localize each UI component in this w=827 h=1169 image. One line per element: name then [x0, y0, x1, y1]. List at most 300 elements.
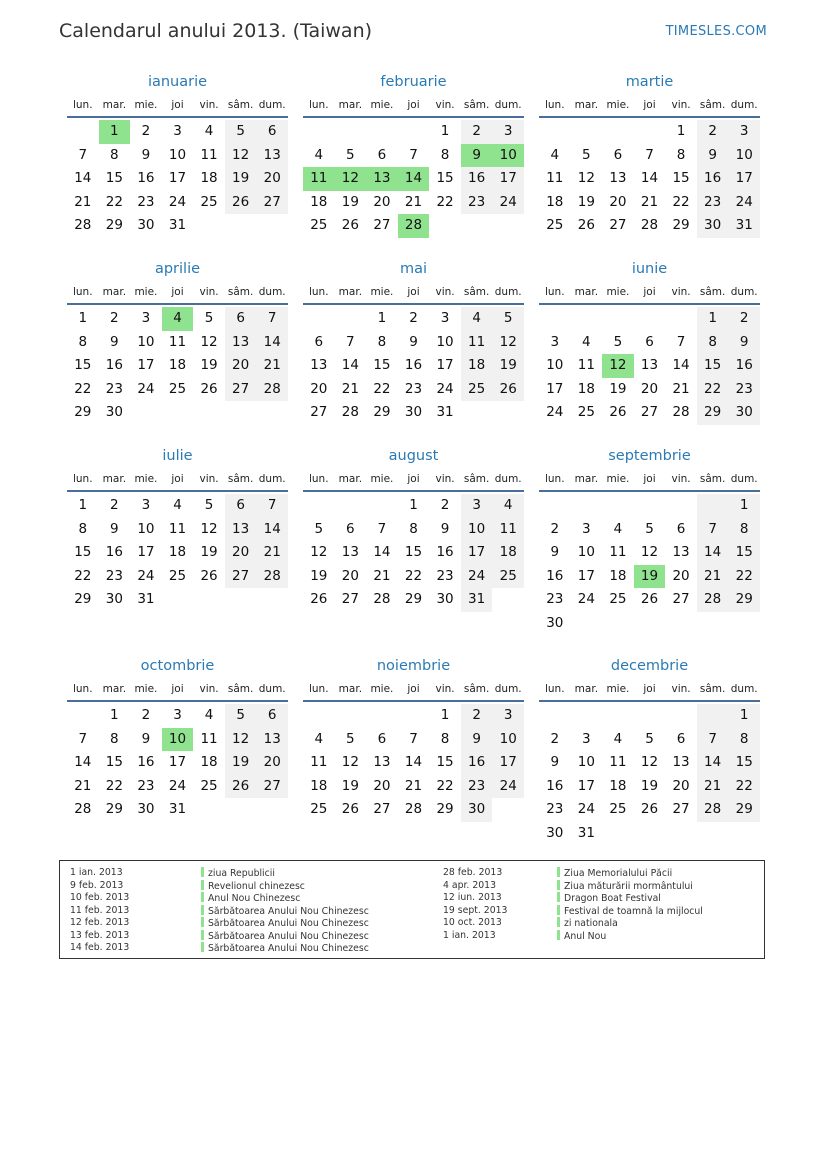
days-grid: [303, 704, 524, 822]
weekday-label: lun.: [544, 683, 565, 695]
day-cell: 6: [676, 520, 686, 537]
day-cell: 4: [173, 497, 182, 513]
days-grid: [67, 307, 288, 425]
empty-cell: [67, 704, 99, 728]
day-cell: 16: [697, 167, 729, 191]
day-cell: 20: [225, 354, 257, 378]
weekday-label: sâm.: [463, 99, 490, 111]
page-title: Calendarul anului 2013. (Taiwan): [59, 20, 373, 42]
day-cell: 22: [436, 777, 454, 794]
day-cell: 20: [341, 567, 359, 584]
day-cell: 4: [461, 307, 493, 331]
day-cell: 1: [110, 707, 119, 723]
day-cell: 6: [256, 704, 288, 728]
month-februarie: [303, 72, 524, 238]
day-cell: 30: [546, 614, 564, 631]
weekday-label: mar.: [574, 473, 599, 485]
day-cell: 9: [550, 544, 560, 561]
day-cell: 7: [256, 494, 288, 518]
day-cell: 11: [200, 730, 218, 747]
day-cell: 2: [110, 497, 119, 513]
day-cell: 26: [609, 404, 627, 421]
day-cell: 22: [404, 567, 423, 584]
weekday-label: mie.: [370, 473, 394, 485]
day-cell: 16: [137, 170, 155, 187]
day-cell: 18: [200, 170, 218, 187]
weekday-label: joi: [643, 683, 656, 695]
day-cell: 29: [728, 588, 760, 612]
month-name: februarie: [380, 74, 447, 90]
weekday-label: mar.: [338, 473, 363, 485]
empty-cell: [303, 120, 335, 144]
day-cell: 13: [341, 544, 359, 561]
day-cell: 30: [105, 404, 123, 421]
empty-cell: [571, 704, 603, 728]
day-cell: 15: [105, 754, 123, 771]
weekday-header: [539, 468, 760, 492]
day-cell: 24: [492, 191, 524, 215]
day-cell: 28: [640, 217, 659, 234]
empty-cell: [335, 120, 367, 144]
legend-holiday: [201, 905, 369, 918]
day-cell: 23: [546, 591, 564, 608]
empty-cell: [571, 120, 603, 144]
day-cell: 5: [314, 520, 324, 537]
day-cell: 3: [582, 520, 591, 537]
holiday-day-cell: 12: [602, 354, 634, 378]
weekday-label: lun.: [544, 99, 565, 111]
day-cell: 9: [409, 333, 418, 350]
day-cell: 31: [577, 824, 595, 841]
day-cell: 7: [697, 728, 729, 752]
day-cell: 9: [728, 331, 760, 355]
day-cell: 12: [225, 728, 257, 752]
day-cell: 25: [200, 777, 218, 794]
holiday-day-cell: 13: [366, 167, 398, 191]
day-cell: 13: [256, 144, 288, 168]
day-cell: 7: [697, 518, 729, 542]
day-cell: 6: [613, 146, 623, 163]
day-cell: 30: [697, 214, 729, 238]
day-cell: 29: [728, 798, 760, 822]
month-iunie: [539, 259, 760, 425]
day-cell: 31: [137, 591, 155, 608]
day-cell: 11: [546, 170, 564, 187]
day-cell: 28: [341, 404, 359, 421]
day-cell: 22: [105, 777, 123, 794]
days-grid: [67, 120, 288, 238]
legend-left-names: [201, 867, 369, 955]
day-cell: 19: [310, 567, 328, 584]
weekday-header: [539, 678, 760, 702]
day-cell: 10: [168, 146, 187, 163]
empty-cell: [335, 704, 367, 728]
weekday-label: joi: [171, 683, 184, 695]
weekday-label: dum.: [494, 286, 522, 298]
empty-cell: [335, 307, 367, 331]
weekday-label: sâm.: [463, 683, 490, 695]
day-cell: 8: [440, 146, 450, 163]
holiday-color-marker: [557, 892, 560, 902]
day-cell: 8: [728, 518, 760, 542]
day-cell: 11: [200, 146, 218, 163]
day-cell: 23: [137, 193, 155, 210]
day-cell: 13: [256, 728, 288, 752]
day-cell: 14: [74, 754, 92, 771]
day-cell: 27: [341, 591, 359, 608]
day-cell: 24: [577, 801, 595, 818]
day-cell: 4: [613, 520, 623, 537]
day-cell: 13: [310, 357, 328, 374]
legend-date: 11 feb. 2013: [70, 904, 130, 916]
empty-cell: [602, 120, 634, 144]
day-cell: 7: [409, 730, 418, 747]
day-cell: 14: [256, 518, 288, 542]
day-cell: 12: [341, 754, 359, 771]
day-cell: 6: [676, 730, 686, 747]
day-cell: 7: [78, 146, 88, 163]
day-cell: 30: [137, 217, 155, 234]
weekday-label: sâm.: [227, 473, 254, 485]
holiday-day-cell: 11: [303, 167, 335, 191]
legend-holiday-name: Sărbătoarea Anului Nou Chinezesc: [208, 918, 369, 929]
day-cell: 24: [492, 775, 524, 799]
day-cell: 24: [137, 567, 155, 584]
day-cell: 3: [141, 310, 151, 326]
day-cell: 20: [225, 541, 257, 565]
day-cell: 27: [672, 591, 690, 608]
day-cell: 2: [550, 730, 560, 747]
day-cell: 15: [697, 354, 729, 378]
weekday-label: dum.: [730, 99, 758, 111]
weekday-label: vin.: [671, 683, 691, 695]
weekday-label: vin.: [671, 473, 691, 485]
month-august: [303, 446, 524, 612]
weekday-header: [303, 468, 524, 492]
weekday-label: sâm.: [699, 99, 726, 111]
days-grid: [303, 307, 524, 425]
day-cell: 8: [110, 146, 119, 163]
day-cell: 17: [546, 380, 564, 397]
site-link[interactable]: TIMESLES.COM: [665, 24, 767, 39]
day-cell: 8: [377, 333, 387, 350]
day-cell: 19: [640, 777, 659, 794]
legend-holiday-name: Sărbătoarea Anului Nou Chinezesc: [208, 905, 369, 917]
day-cell: 14: [373, 544, 391, 561]
day-cell: 15: [672, 170, 690, 187]
holiday-color-marker: [557, 867, 560, 877]
day-cell: 7: [409, 146, 418, 163]
day-cell: 26: [200, 380, 218, 397]
day-cell: 2: [550, 520, 560, 537]
day-cell: 6: [225, 494, 257, 518]
legend-date: 4 apr. 2013: [443, 879, 497, 891]
weekday-label: dum.: [258, 99, 286, 111]
legend-holiday-name: zi nationala: [564, 918, 618, 929]
day-cell: 16: [137, 754, 155, 771]
day-cell: 6: [377, 730, 387, 747]
legend-holiday: [557, 930, 703, 943]
legend-date: 10 feb. 2013: [70, 892, 130, 903]
day-cell: 8: [728, 728, 760, 752]
day-cell: 6: [645, 333, 654, 350]
day-cell: 31: [728, 214, 760, 238]
holiday-color-marker: [557, 880, 560, 890]
weekday-label: lun.: [72, 286, 93, 298]
legend-date: 19 sept. 2013: [443, 904, 508, 916]
legend-date: 28 feb. 2013: [443, 867, 503, 878]
day-cell: 27: [373, 801, 391, 818]
day-cell: 2: [141, 123, 151, 139]
day-cell: 15: [436, 754, 454, 771]
legend-holiday: [201, 930, 369, 943]
weekday-label: lun.: [72, 99, 93, 111]
day-cell: 12: [640, 754, 659, 771]
day-cell: 30: [728, 401, 760, 425]
holiday-day-cell: 12: [335, 167, 367, 191]
day-cell: 10: [728, 144, 760, 168]
empty-cell: [602, 307, 634, 331]
day-cell: 4: [613, 730, 623, 747]
day-cell: 18: [310, 777, 328, 794]
weekday-label: joi: [643, 286, 656, 298]
day-cell: 17: [492, 751, 524, 775]
day-cell: 28: [256, 565, 288, 589]
legend-holiday-name: Sărbătoarea Anului Nou Chinezesc: [208, 943, 369, 954]
holiday-day-cell: 19: [634, 565, 666, 589]
weekday-label: mar.: [338, 683, 363, 695]
day-cell: 17: [492, 167, 524, 191]
weekday-label: mie.: [134, 286, 158, 298]
empty-cell: [335, 494, 367, 518]
weekday-label: sâm.: [463, 286, 490, 298]
day-cell: 21: [697, 775, 729, 799]
day-cell: 20: [373, 193, 391, 210]
day-cell: 18: [168, 544, 187, 561]
day-cell: 1: [440, 123, 450, 139]
day-cell: 19: [200, 357, 218, 374]
day-cell: 5: [204, 310, 214, 326]
empty-cell: [665, 494, 697, 518]
day-cell: 22: [672, 193, 690, 210]
day-cell: 25: [461, 378, 493, 402]
day-cell: 12: [640, 544, 659, 561]
day-cell: 16: [436, 544, 454, 561]
day-cell: 21: [341, 380, 359, 397]
day-cell: 16: [404, 357, 423, 374]
empty-cell: [634, 120, 666, 144]
empty-cell: [366, 120, 398, 144]
weekday-header: [67, 468, 288, 492]
day-cell: 10: [137, 520, 155, 537]
weekday-header: [67, 281, 288, 305]
empty-cell: [303, 704, 335, 728]
holiday-day-cell: 1: [99, 120, 131, 144]
month-name: septembrie: [608, 448, 691, 464]
legend-holiday-name: Ziua Memorialului Păcii: [564, 868, 673, 879]
weekday-label: joi: [171, 99, 184, 111]
day-cell: 5: [204, 497, 214, 513]
day-cell: 10: [492, 728, 524, 752]
day-cell: 19: [225, 751, 257, 775]
day-cell: 30: [436, 591, 454, 608]
day-cell: 20: [373, 777, 391, 794]
legend-holiday-name: Revelionul chinezesc: [208, 880, 305, 892]
month-septembrie: [539, 446, 760, 636]
empty-cell: [67, 120, 99, 144]
day-cell: 17: [577, 777, 595, 794]
holiday-color-marker: [201, 942, 204, 952]
weekday-label: lun.: [544, 286, 565, 298]
day-cell: 26: [577, 217, 595, 234]
day-cell: 14: [697, 541, 729, 565]
day-cell: 26: [225, 191, 257, 215]
day-cell: 9: [697, 144, 729, 168]
day-cell: 13: [672, 544, 690, 561]
day-cell: 27: [609, 217, 627, 234]
day-cell: 5: [613, 333, 623, 350]
weekday-label: sâm.: [227, 286, 254, 298]
legend-date: 12 iun. 2013: [443, 892, 502, 903]
day-cell: 28: [256, 378, 288, 402]
month-decembrie: [539, 656, 760, 846]
day-cell: 24: [577, 591, 595, 608]
day-cell: 1: [377, 310, 387, 326]
weekday-header: [67, 678, 288, 702]
day-cell: 3: [173, 123, 182, 139]
day-cell: 10: [461, 518, 493, 542]
day-cell: 9: [440, 520, 450, 537]
day-cell: 12: [200, 333, 218, 350]
day-cell: 24: [168, 193, 187, 210]
day-cell: 7: [676, 333, 686, 350]
legend-holiday: [557, 905, 703, 918]
day-cell: 7: [377, 520, 387, 537]
day-cell: 9: [110, 520, 119, 537]
day-cell: 11: [492, 518, 524, 542]
day-cell: 23: [105, 380, 123, 397]
day-cell: 22: [436, 193, 454, 210]
days-grid: [539, 494, 760, 636]
weekday-label: sâm.: [463, 473, 490, 485]
day-cell: 6: [314, 333, 324, 350]
day-cell: 10: [137, 333, 155, 350]
day-cell: 13: [672, 754, 690, 771]
day-cell: 25: [577, 404, 595, 421]
day-cell: 17: [436, 357, 454, 374]
holiday-color-marker: [201, 880, 204, 890]
legend-holiday: [201, 917, 369, 930]
day-cell: 11: [461, 331, 493, 355]
day-cell: 2: [440, 497, 450, 513]
day-cell: 17: [577, 567, 595, 584]
weekday-header: [539, 94, 760, 118]
empty-cell: [303, 494, 335, 518]
day-cell: 11: [609, 754, 627, 771]
day-cell: 1: [78, 310, 88, 326]
day-cell: 16: [546, 567, 564, 584]
weekday-label: vin.: [199, 99, 219, 111]
days-grid: [303, 120, 524, 238]
day-cell: 17: [168, 754, 187, 771]
day-cell: 12: [492, 331, 524, 355]
day-cell: 20: [609, 193, 627, 210]
legend-right-names: [557, 867, 703, 942]
day-cell: 6: [377, 146, 387, 163]
empty-cell: [398, 704, 430, 728]
day-cell: 2: [697, 120, 729, 144]
legend-date: 9 feb. 2013: [70, 879, 124, 891]
legend-holiday-name: Festival de toamnă la mijlocul: [564, 905, 703, 917]
day-cell: 3: [492, 120, 524, 144]
day-cell: 17: [137, 544, 155, 561]
day-cell: 21: [697, 565, 729, 589]
month-name: mai: [399, 261, 428, 277]
day-cell: 2: [110, 310, 119, 326]
day-cell: 21: [404, 193, 423, 210]
weekday-header: [303, 678, 524, 702]
month-martie: [539, 72, 760, 238]
weekday-label: lun.: [308, 286, 329, 298]
day-cell: 27: [310, 404, 328, 421]
weekday-header: [539, 281, 760, 305]
day-cell: 6: [225, 307, 257, 331]
day-cell: 21: [74, 777, 92, 794]
weekday-label: dum.: [494, 99, 522, 111]
weekday-label: dum.: [494, 683, 522, 695]
days-grid: [539, 704, 760, 846]
day-cell: 15: [404, 544, 423, 561]
day-cell: 15: [74, 544, 92, 561]
empty-cell: [366, 494, 398, 518]
weekday-header: [303, 281, 524, 305]
day-cell: 1: [78, 497, 88, 513]
weekday-label: mar.: [102, 99, 127, 111]
empty-cell: [602, 704, 634, 728]
day-cell: 20: [256, 167, 288, 191]
days-grid: [67, 494, 288, 612]
weekday-header: [303, 94, 524, 118]
day-cell: 10: [546, 357, 564, 374]
day-cell: 22: [74, 567, 92, 584]
day-cell: 23: [728, 378, 760, 402]
empty-cell: [539, 120, 571, 144]
legend-date: 13 feb. 2013: [70, 929, 130, 941]
legend-date: 1 ian. 2013: [443, 929, 496, 941]
day-cell: 13: [225, 518, 257, 542]
day-cell: 16: [105, 357, 123, 374]
day-cell: 19: [225, 167, 257, 191]
weekday-label: mie.: [606, 683, 630, 695]
legend-right-dates: [443, 867, 507, 942]
day-cell: 3: [728, 120, 760, 144]
day-cell: 2: [461, 704, 493, 728]
empty-cell: [602, 494, 634, 518]
day-cell: 3: [550, 333, 560, 350]
day-cell: 31: [168, 217, 187, 234]
day-cell: 12: [225, 144, 257, 168]
legend-holiday-name: Anul Nou: [564, 930, 607, 942]
month-name: martie: [625, 74, 674, 90]
day-cell: 22: [728, 775, 760, 799]
day-cell: 26: [341, 801, 359, 818]
day-cell: 28: [697, 588, 729, 612]
weekday-label: vin.: [199, 473, 219, 485]
holiday-color-marker: [557, 905, 560, 915]
day-cell: 17: [461, 541, 493, 565]
weekday-label: sâm.: [227, 683, 254, 695]
holiday-day-cell: 14: [398, 167, 430, 191]
